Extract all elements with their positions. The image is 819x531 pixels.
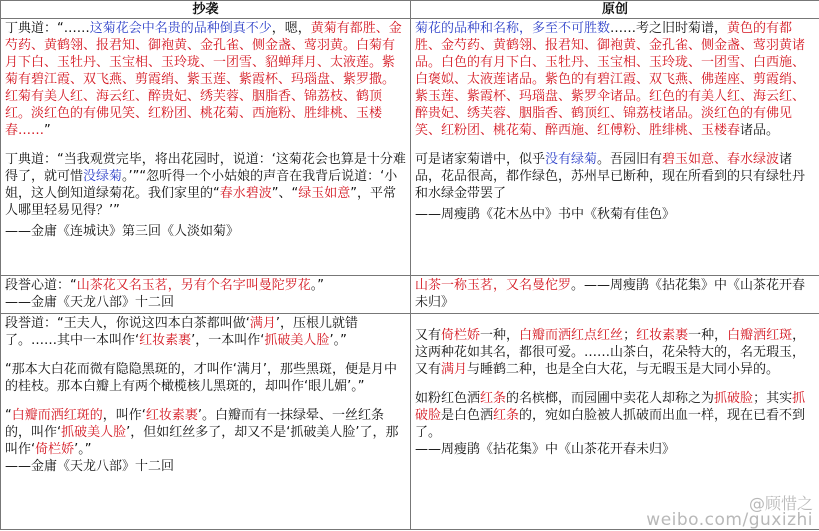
highlighted-text: 红妆素裹 bbox=[636, 328, 689, 343]
watermark-handle: @顾惜之 bbox=[748, 494, 813, 513]
excerpt-paragraph bbox=[5, 277, 406, 294]
excerpt-paragraph bbox=[5, 294, 406, 311]
text-run: ——周瘦鹃《花木丛中》书中《秋菊有佳色》 bbox=[415, 207, 676, 222]
highlighted-text: 春水碧波 bbox=[219, 186, 272, 201]
highlighted-text: 抓破脸 bbox=[415, 391, 806, 423]
text-run: 又有 bbox=[415, 328, 442, 343]
text-run: ’，一本叫作‘ bbox=[191, 333, 265, 348]
text-run: 的，宛如白脸被人抓破而出血一样，现在已看不到了。 bbox=[415, 408, 806, 440]
text-run: ，这两种花如其名，都很可爱。……山茶白，花朵特大的，名无瑕玉，又有 bbox=[415, 328, 806, 377]
text-run: ”，平常人哪里轻易见得？’” bbox=[5, 186, 397, 218]
text-run: ——金庸《连城诀》第三回《人淡如菊》 bbox=[5, 224, 240, 239]
text-run: “那本大白花而微有隐隐黑斑的，才叫作‘满月’，那些黑斑，便是月中的桂枝。那本白瓣上有两个橄榄核儿黑斑的，却叫作‘眼儿媚’。” bbox=[5, 362, 397, 394]
row-2-plagiarism-cell bbox=[1, 276, 411, 314]
highlighted-text: 白瓣洒红斑 bbox=[727, 328, 793, 343]
watermark-url: weibo.com/guxizhi bbox=[646, 510, 813, 530]
text-run: ，嗯， bbox=[271, 21, 311, 36]
text-run: ——金庸《天龙八部》十二回 bbox=[5, 459, 175, 474]
row-camellia-varieties bbox=[1, 314, 819, 530]
text-run: 诸品，花品很高，都作绿色，苏州早已断种，现在所看到的只有绿牡丹和水绿金带罢了 bbox=[415, 152, 806, 201]
excerpt-paragraph bbox=[5, 407, 406, 458]
text-run: 是白色洒 bbox=[441, 408, 494, 423]
highlighted-text: 山茶一称玉茗，又名曼佗罗 bbox=[415, 278, 572, 293]
row-camellia-name bbox=[1, 276, 819, 314]
row-2-original-cell bbox=[411, 276, 819, 314]
excerpt-paragraph bbox=[415, 390, 815, 441]
text-run: ’，但如红丝多了，却又不是‘抓破美人脸’了，那叫作‘ bbox=[5, 425, 399, 457]
text-run: 与睡鹤二种，也是全白大花，与无暇玉是大同小异的。 bbox=[467, 362, 780, 377]
text-run: 一种， bbox=[688, 328, 728, 343]
text-run: 段誉心道：“ bbox=[5, 278, 77, 293]
row-1-original-cell bbox=[411, 19, 819, 276]
highlighted-text: 红妆素裹 bbox=[139, 333, 192, 348]
highlighted-text: 没有绿菊 bbox=[545, 152, 598, 167]
text-run: 如粉红色洒 bbox=[415, 391, 481, 406]
excerpt-paragraph bbox=[415, 20, 815, 139]
text-run: ； bbox=[623, 328, 637, 343]
text-run: ——周瘦鹃《拈花集》中《山茶花开春未归》 bbox=[415, 442, 676, 457]
excerpt-paragraph bbox=[5, 361, 406, 395]
highlighted-text: 黄菊有都胜、金芍药、黄鹤翎、报君知、御袍黄、金孔雀、侧金盏、莺羽黄。白菊有月下白、玉牡丹、玉宝相、玉玲珑、一团雪、貂蝉拜月、太液莲。紫菊有碧江霞、双飞燕、剪霞绡、紫玉莲、紫霞杯、玛瑙盘、紫罗撒。红菊有美人红、海云红、醉贵妃、绣芙蓉、胭脂香、锦荔枝、鹤顶红。淡红色的有佛见笑、红粉团、桃花菊、西施粉、胜绯桃、玉楼春…… bbox=[5, 21, 402, 138]
highlighted-text: 绿玉如意 bbox=[298, 186, 351, 201]
text-run: ’。” bbox=[329, 333, 347, 348]
text-run: ”、“ bbox=[271, 186, 299, 201]
highlighted-text: 红妆素裹 bbox=[145, 408, 198, 423]
header-original: 原创 bbox=[411, 1, 819, 19]
excerpt-paragraph bbox=[5, 223, 406, 240]
text-run: 一种， bbox=[480, 328, 520, 343]
text-run: 。——周瘦鹃《拈花集》中《山茶花开春未归》 bbox=[415, 278, 806, 310]
text-run: ’。白瓣而有一抹绿晕、一丝红条的，叫作‘ bbox=[5, 408, 385, 440]
highlighted-text: 没绿菊 bbox=[83, 169, 123, 184]
excerpt-paragraph bbox=[415, 441, 815, 458]
text-run: ’。” bbox=[74, 442, 92, 457]
highlighted-text: 抓破美人脸 bbox=[264, 333, 330, 348]
text-run: ，叫作‘ bbox=[102, 408, 146, 423]
text-run: 诸品。 bbox=[740, 123, 780, 138]
excerpt-paragraph bbox=[415, 206, 815, 223]
text-run: ……考之旧时菊谱， bbox=[610, 21, 728, 36]
highlighted-text: 抓破美人脸 bbox=[61, 425, 127, 440]
text-run: “ bbox=[5, 408, 12, 423]
row-3-plagiarism-cell bbox=[1, 314, 411, 530]
excerpt-paragraph bbox=[415, 277, 815, 311]
text-run: 的名槟榔，而园圃中卖花人却称之为 bbox=[506, 391, 715, 406]
excerpt-paragraph bbox=[5, 458, 406, 475]
header-row bbox=[1, 1, 819, 19]
highlighted-text: 红条 bbox=[480, 391, 507, 406]
text-run: 丁典道：“…… bbox=[5, 21, 90, 36]
excerpt-paragraph bbox=[5, 315, 406, 349]
highlighted-text: 白瓣而洒红斑的 bbox=[11, 408, 103, 423]
text-run: ” bbox=[44, 123, 51, 138]
row-chrysanthemum bbox=[1, 19, 819, 276]
text-run: ——金庸《天龙八部》十二回 bbox=[5, 295, 175, 310]
text-run: 可是诸家菊谱中，似乎 bbox=[415, 152, 546, 167]
highlighted-text: 山茶花又名玉茗，另有个名字叫曼陀罗花 bbox=[76, 278, 311, 293]
highlighted-text: 黄色的有都胜、金芍药、黄鹤翎、报君知、御袍黄、金孔雀、侧金盏、莺羽黄诸品。白色的有月下白、玉牡丹、玉宝相、玉玲珑、一团雪、白西施、白褒姒、太液莲诸品。紫色的有碧江霞、双飞燕、佛莲座、剪霞绡、紫玉莲、紫霞杯、玛瑙盘、紫罗伞诸品。红色的有美人红、海云红、醉贵妃、绣芙蓉、胭脂香、鹤顶红、锦荔枝诸品。淡红色的有佛见笑、红粉团、桃花菊、醉西施、红傅粉、胜绯桃、玉楼春 bbox=[415, 21, 806, 138]
row-1-plagiarism-cell bbox=[1, 19, 411, 276]
header-plagiarism: 抄袭 bbox=[1, 1, 411, 19]
row-3-original-cell bbox=[411, 314, 819, 530]
highlighted-text: 倚栏娇 bbox=[35, 442, 75, 457]
text-run: ’，压根儿就错了。……其中一本叫作‘ bbox=[5, 316, 359, 348]
highlighted-text: 满月 bbox=[441, 362, 468, 377]
highlighted-text: 碧玉如意、春水绿波 bbox=[662, 152, 780, 167]
excerpt-paragraph bbox=[5, 20, 406, 139]
highlighted-text: 这菊花会中名贵的品种倒真不少 bbox=[89, 21, 272, 36]
text-run: 。’”“忽听得一个小姑娘的声音在我背后说道：‘小姐，这人倒知道绿菊花。我们家里的“ bbox=[5, 169, 398, 201]
text-run: 丁典道：“当我观赏完毕，将出花园时，说道：‘这菊花会也算是十分难得了，就可惜 bbox=[5, 152, 406, 184]
highlighted-text: 抓破脸 bbox=[714, 391, 754, 406]
highlighted-text: 白瓣而洒红点红丝 bbox=[519, 328, 624, 343]
text-run: 。” bbox=[310, 278, 325, 293]
highlighted-text: 满月 bbox=[249, 316, 276, 331]
excerpt-paragraph bbox=[5, 151, 406, 219]
highlighted-text: 倚栏娇 bbox=[441, 328, 481, 343]
text-run: 。吾园旧有 bbox=[597, 152, 663, 167]
highlighted-text: 红条 bbox=[493, 408, 520, 423]
highlighted-text: 菊花的品种和名称，多至不可胜数 bbox=[415, 21, 611, 36]
text-run: ；其实 bbox=[753, 391, 793, 406]
excerpt-paragraph bbox=[415, 151, 815, 202]
text-run: 段誉道：“王夫人，你说这四本白茶都叫做‘ bbox=[5, 316, 250, 331]
excerpt-paragraph bbox=[415, 327, 815, 378]
